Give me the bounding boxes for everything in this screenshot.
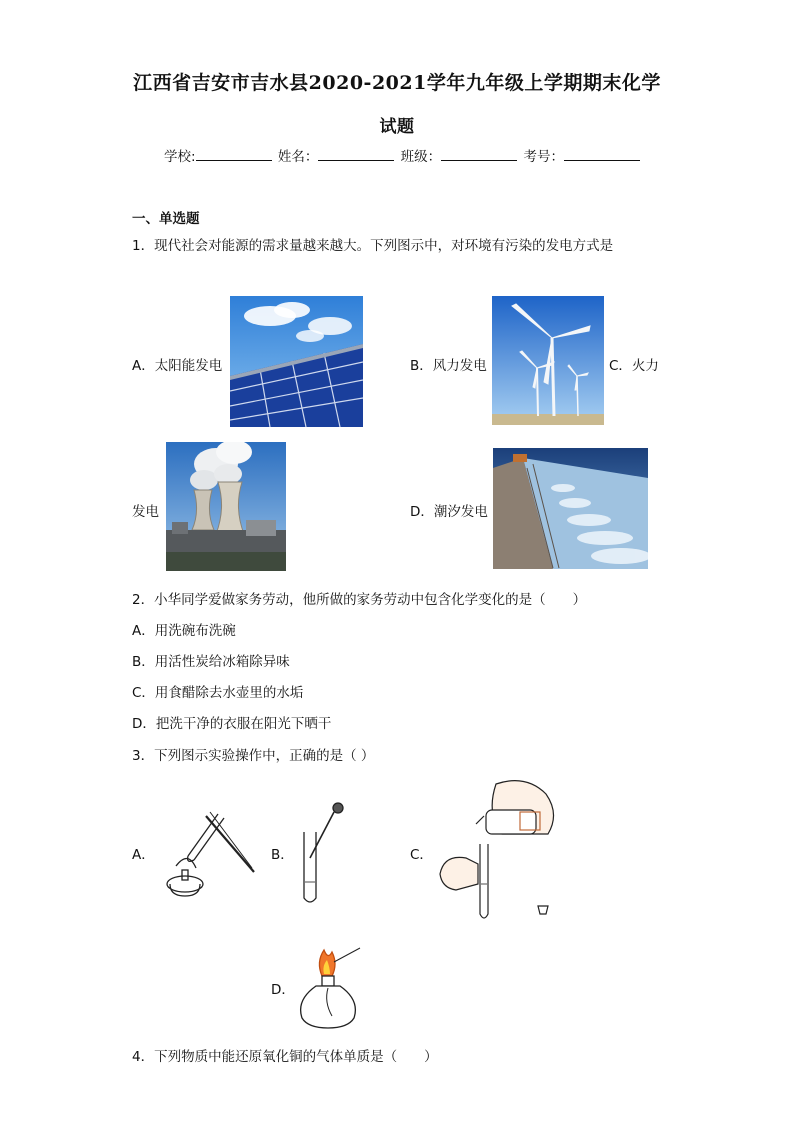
exam-title-line2: 试题 <box>379 117 415 137</box>
q2-option-d: D．把洗干净的衣服在阳光下晒干 <box>132 716 332 732</box>
info-fields <box>164 145 642 165</box>
q4-stem: 4．下列物质中能还原氧化铜的气体单质是（ ） <box>132 1049 438 1065</box>
q1-option-d: D．潮汐发电 <box>410 504 488 520</box>
q1-option-c-part2: 发电 <box>132 504 159 520</box>
number-blank[interactable] <box>564 146 640 161</box>
wind-turbine-image <box>492 296 604 425</box>
q2-option-b: B．用活性炭给冰箱除异味 <box>132 654 290 670</box>
class-label: 班级： <box>400 149 442 165</box>
solar-panel-image <box>230 296 363 427</box>
name-label: 姓名： <box>277 149 319 165</box>
number-label: 考号： <box>523 149 564 165</box>
q3-option-a: A． <box>132 847 155 863</box>
school-label: 学校: <box>164 149 196 165</box>
q2-stem: 2．小华同学爱做家务劳动，他所做的家务劳动中包含化学变化的是（ ） <box>132 592 587 608</box>
q3-option-d: D． <box>271 982 295 998</box>
q3-option-b: B． <box>271 847 294 863</box>
q2-option-a: A．用洗碗布洗碗 <box>132 623 236 639</box>
class-blank[interactable] <box>441 146 517 161</box>
section-title: 一、单选题 <box>132 211 200 227</box>
pouring-liquid-diagram <box>436 774 562 922</box>
alcohol-lamp-diagram <box>294 942 362 1030</box>
tidal-power-image <box>493 448 648 569</box>
name-blank[interactable] <box>318 146 394 161</box>
q3-option-c: C． <box>410 847 433 863</box>
q3-stem: 3．下列图示实验操作中，正确的是（ ） <box>132 748 375 764</box>
q2-option-c: C．用食醋除去水壶里的水垢 <box>132 685 304 701</box>
thermal-power-plant-image <box>166 442 286 571</box>
school-blank[interactable] <box>196 146 272 161</box>
heating-test-tube-diagram <box>158 806 256 900</box>
exam-title-line1: 江西省吉安市吉水县2020-2021学年九年级上学期期末化学 <box>133 72 661 94</box>
dropper-test-tube-diagram <box>296 802 348 906</box>
q1-option-b: B．风力发电 <box>410 358 487 374</box>
q1-option-a: A．太阳能发电 <box>132 358 223 374</box>
q1-stem: 1．现代社会对能源的需求量越来越大。下列图示中，对环境有污染的发电方式是 <box>132 238 614 254</box>
q1-option-c-part1: C．火力 <box>609 358 659 374</box>
